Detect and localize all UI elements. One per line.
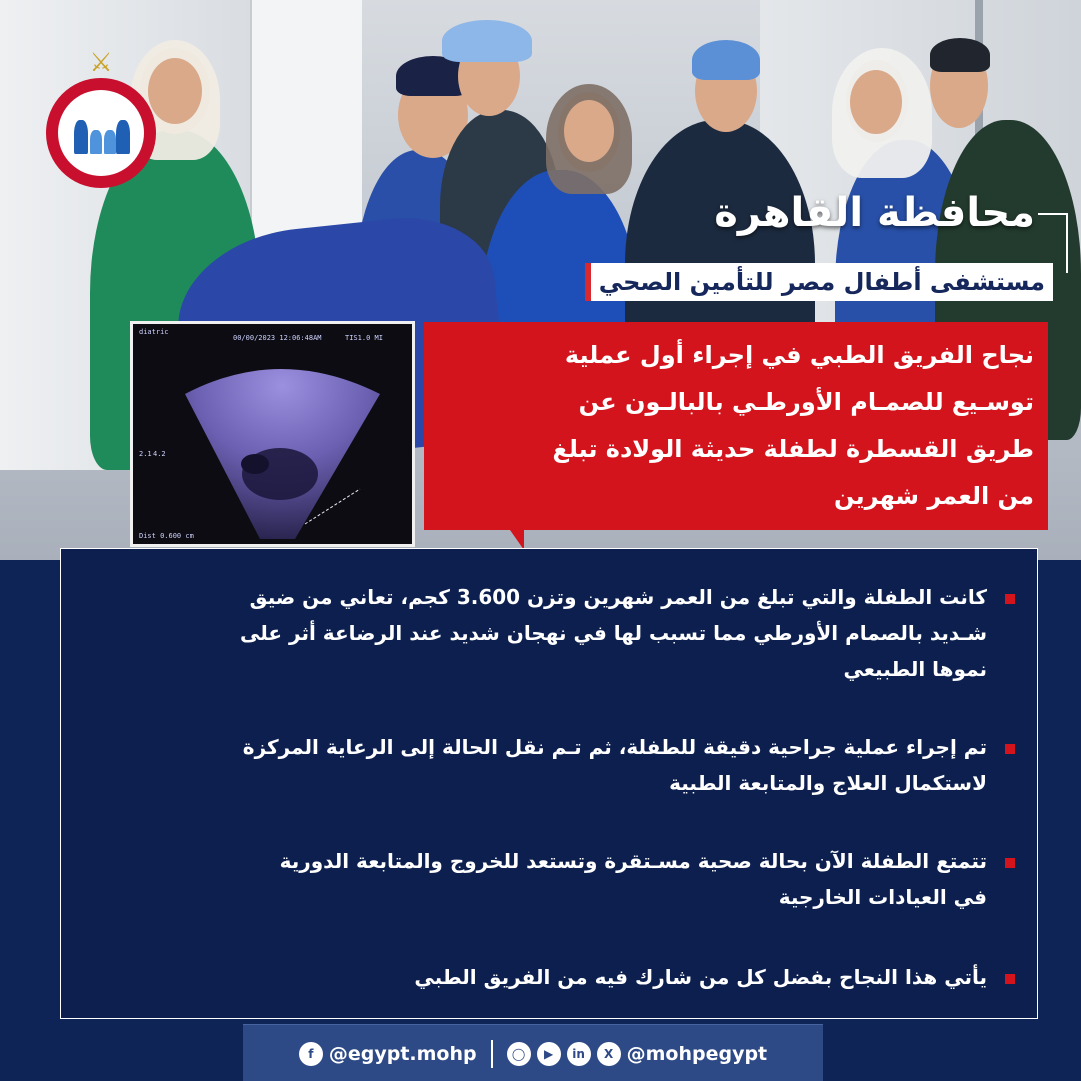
bullet-1-line-2: شـديد بالصمام الأورطي مما تسبب لها في نهجان شديد عند الرضاعة أثر على [240, 621, 987, 645]
bullet-2-line-1: تم إجراء عملية جراحية دقيقة للطفلة، ثم تـم نقل الحالة إلى الرعاية المركزة [242, 735, 987, 759]
facebook-handle[interactable]: @egypt.mohp [328, 1042, 477, 1065]
hospital-label: مستشفى أطفال مصر للتأمين الصحي [585, 263, 1053, 301]
bullet-square-icon [1005, 858, 1015, 868]
bullet-square-icon [1005, 974, 1015, 984]
bullet-3-line-1: تتمتع الطفلة الآن بحالة صحية مسـتقرة وتستعد للخروج والمتابعة الدورية [279, 849, 987, 873]
bullet-item-4 [414, 959, 1015, 995]
headline-tail [510, 530, 524, 550]
facebook-icon[interactable]: f [299, 1042, 323, 1066]
ministry-logo [42, 48, 160, 196]
person-3-cap [442, 20, 532, 62]
social-handle[interactable]: @mohpegypt [626, 1042, 768, 1065]
family-icon [74, 108, 128, 154]
social-footer [243, 1024, 823, 1081]
ultrasound-side-label-1: 2.1 [139, 450, 152, 458]
title-rule [1038, 213, 1068, 215]
title-rule-vertical [1066, 213, 1068, 273]
bullet-item-3 [280, 843, 1015, 915]
person-5-cap [692, 40, 760, 80]
ultrasound-image [130, 321, 415, 547]
headline-line-3: طريق القسطرة لطفلة حديثة الولادة تبلغ [552, 435, 1034, 463]
headline-line-2: توسـيع للصمـام الأورطـي بالبالـون عن [578, 388, 1034, 416]
headline-line-4: من العمر شهرين [834, 482, 1034, 510]
ultrasound-footer-text: Dist 0.600 cm [139, 532, 194, 540]
youtube-icon[interactable]: ▶ [537, 1042, 561, 1066]
ultrasound-header-left: diatric [139, 328, 169, 336]
details-box [60, 548, 1038, 1019]
governorate-title: محافظة القاهرة [714, 190, 1035, 236]
bullet-1-line-3: نموها الطبيعي [843, 657, 987, 681]
person-4-face [564, 100, 614, 162]
bullet-2-line-2: لاستكمال العلاج والمتابعة الطبية [669, 771, 987, 795]
bullet-3-line-2: في العيادات الخارجية [778, 885, 987, 909]
ultrasound-sector-icon [155, 354, 405, 544]
footer-separator [491, 1040, 493, 1068]
instagram-icon[interactable]: ◯ [507, 1042, 531, 1066]
bullet-item-1 [240, 579, 1015, 687]
ultrasound-header-right: TIS1.0 MI [345, 334, 383, 342]
bullet-item-2 [243, 729, 1015, 801]
headline-box [424, 322, 1048, 530]
ultrasound-side-label-2: 4.2 [153, 450, 166, 458]
linkedin-icon[interactable]: in [567, 1042, 591, 1066]
x-icon[interactable]: X [597, 1042, 621, 1066]
bullet-square-icon [1005, 744, 1015, 754]
headline-line-1: نجاح الفريق الطبي في إجراء أول عملية [564, 341, 1034, 369]
person-7-cap [930, 38, 990, 72]
bullet-4-line-1: يأتي هذا النجاح بفضل كل من شارك فيه من الفريق الطبي [414, 965, 987, 989]
person-6-face [850, 70, 902, 134]
eagle-emblem-icon: ⚔ [89, 48, 113, 78]
bullet-1-line-1: كانت الطفلة والتي تبلغ من العمر شهرين وتزن 3.600 كجم، تعاني من ضيق [249, 585, 987, 609]
bullet-square-icon [1005, 594, 1015, 604]
ultrasound-header-mid: 00/00/2023 12:06:48AM [233, 334, 322, 342]
